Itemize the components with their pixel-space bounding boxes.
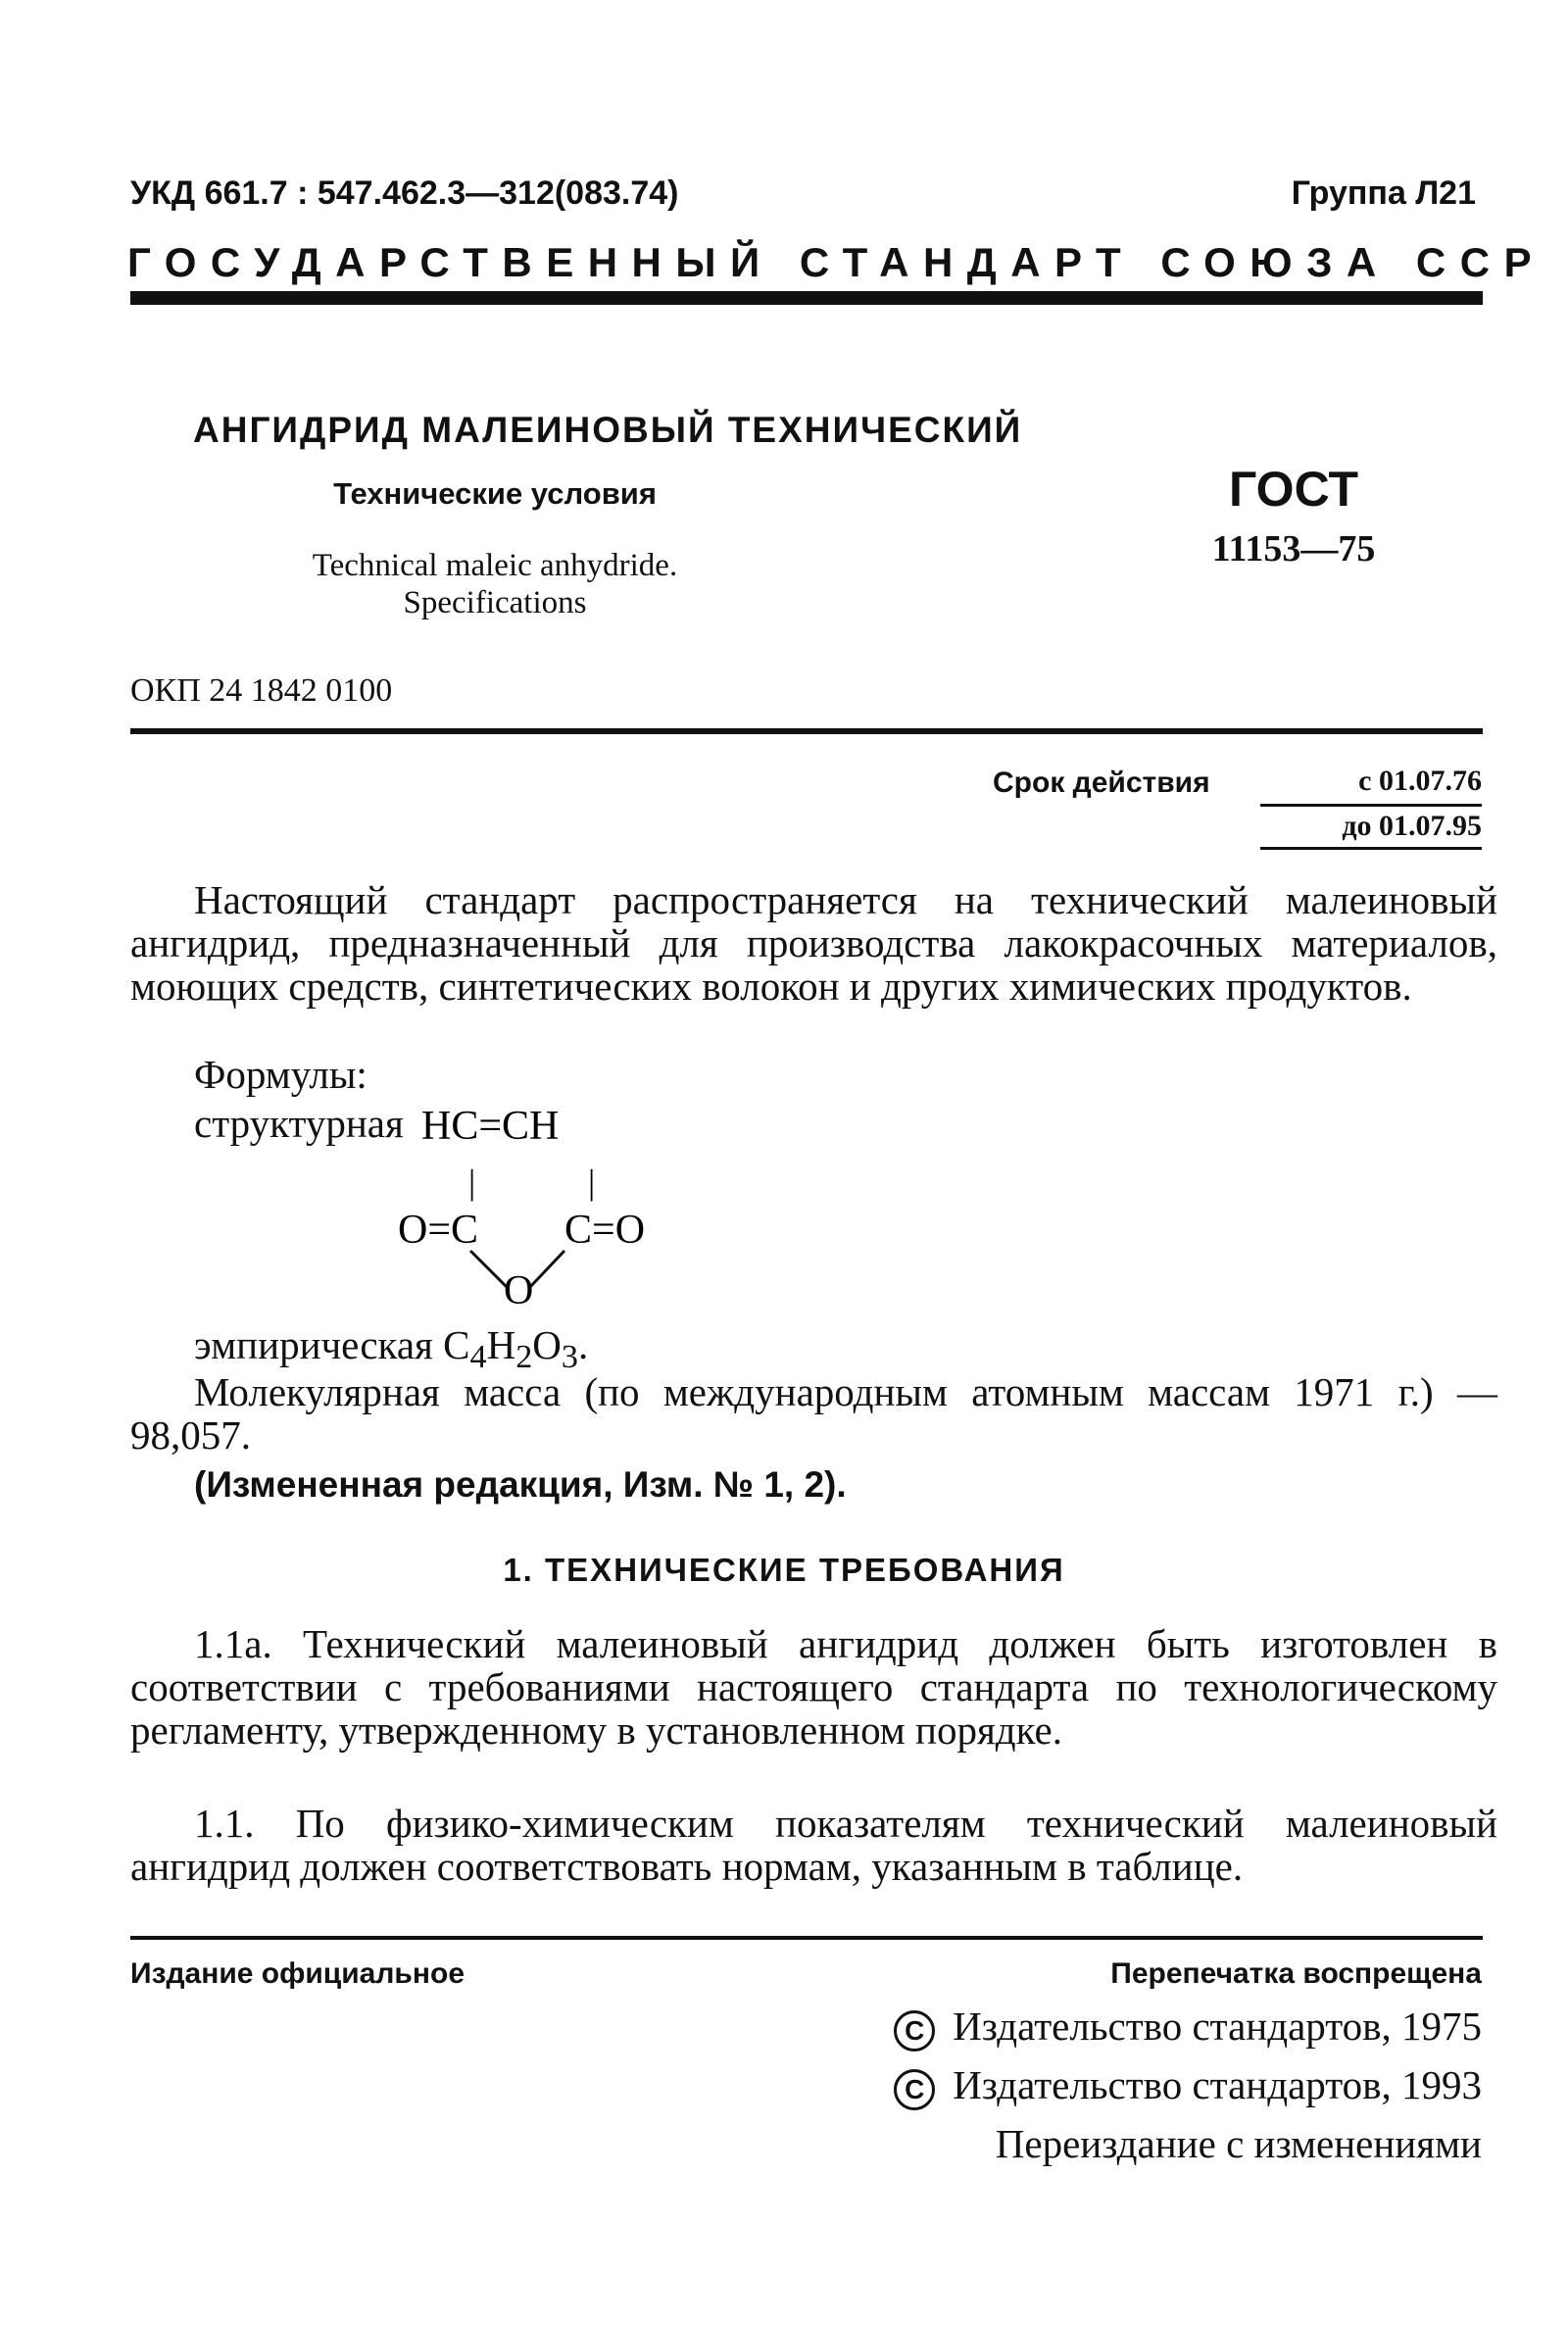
section-title: 1. ТЕХНИЧЕСКИЕ ТРЕБОВАНИЯ: [503, 1552, 1065, 1588]
validity-underline: [1260, 847, 1482, 850]
paragraph-1-1a: 1.1а. Технический малеиновый ангидрид должен быть изготовлен в соответствии с требованиями настоящего стандарта по технологическому регламенту, утвержденному в установленном порядке.: [130, 1621, 1497, 1753]
molecular-mass: Молекулярная масса (по международным атомным массам 1971 г.) — 98,057.: [130, 1369, 1497, 1458]
intro-paragraph: Настоящий стандарт распространяется на технический малеиновый ангидрид, предназначенный для производства лакокрасочных материалов, моющих средств, синтетических волокон и других химических продуктов.: [130, 877, 1497, 1009]
gost-label: ГОСТ: [1229, 462, 1358, 517]
english-title: [0, 547, 990, 621]
validity-label: Срок действия: [993, 767, 1210, 799]
validity-to: до 01.07.95: [1342, 810, 1482, 842]
validity-from: с 01.07.76: [1358, 765, 1482, 797]
title-rule: [130, 728, 1483, 734]
copyright-icon: C: [894, 2069, 935, 2110]
copyright-1975: [894, 2003, 1482, 2052]
formula-top: HC=CH: [421, 1104, 560, 1149]
validity-divider: [1260, 804, 1482, 807]
formula-right: C=O: [564, 1208, 646, 1253]
formula-bond-left: |: [468, 1162, 476, 1202]
udk-code: УКД 661.7 : 547.462.3—312(083.74): [130, 174, 679, 212]
revised-note: (Измененная редакция, Изм. № 1, 2).: [194, 1464, 847, 1505]
footer-rule: [130, 1936, 1483, 1940]
formulas-label: Формулы:: [194, 1052, 368, 1097]
formula-bond-right: |: [588, 1162, 596, 1202]
formula-bottom: O: [504, 1268, 534, 1311]
copyright-icon: C: [894, 2010, 935, 2052]
copyright-1993-text: Издательство стандартов, 1993: [953, 2062, 1482, 2107]
empirical-formula: [194, 1321, 588, 1376]
formula-left: O=C: [398, 1208, 479, 1253]
empirical-value: $C_4H_2O_3$.: [443, 1322, 589, 1376]
structural-label: структурная: [194, 1101, 404, 1146]
copyright-1993: [894, 2061, 1482, 2110]
formula-bond-diag-left: [470, 1251, 508, 1288]
structural-formula: [372, 1096, 706, 1311]
english-title-line2: Specifications: [403, 585, 587, 620]
group-code: Группа Л21: [1291, 174, 1476, 212]
header-rule: [130, 291, 1483, 305]
state-standard-heading: ГОСУДАРСТВЕННЫЙ СТАНДАРТ СОЮЗА ССР: [127, 239, 1546, 285]
paragraph-1-1: 1.1. По физико-химическим показателям технический малеиновый ангидрид должен соответствовать нормам, указанным в таблице.: [130, 1801, 1497, 1889]
okp-code: ОКП 24 1842 0100: [130, 672, 393, 709]
edition-note: Издание официальное: [130, 1957, 466, 1990]
gost-number: 11153—75: [1211, 528, 1376, 569]
copyright-1975-text: Издательство стандартов, 1975: [953, 2003, 1482, 2049]
empirical-label: эмпирическая: [194, 1322, 433, 1367]
reprint-note: Перепечатка воспрещена: [1110, 1957, 1482, 1990]
formula-bond-diag-right: [529, 1251, 564, 1288]
document-title: АНГИДРИД МАЛЕИНОВЫЙ ТЕХНИЧЕСКИЙ: [193, 410, 1023, 450]
english-title-line1: Technical maleic anhydride.: [312, 548, 678, 583]
document-subtitle: Технические условия: [333, 476, 657, 511]
reissue-note: Переиздание с изменениями: [995, 2121, 1482, 2166]
